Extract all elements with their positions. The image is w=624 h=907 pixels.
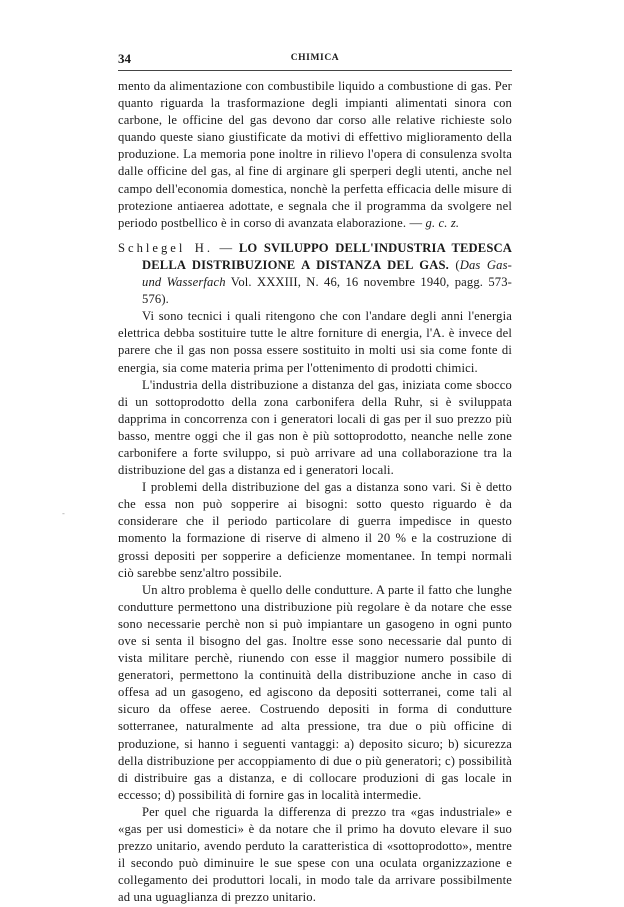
continued-text: mento da alimentazione con combustibile liquido a combustione di gas. Per quanto riguarda la trasformazione degli impianti alimentati sinora con carbone, le officine del gas devono dar corso alle relative richieste solo quando queste siano giustificate da motivi di effettivo miglioramento della produzione. La memoria pone inoltre in rilievo l'opera di consulenza svolta dalle officine del gas, al fine di arginare gli sperperi degli utenti, anche nel campo dell'economia domestica, nonchè la perfetta efficacia delle misure di protezione antiaerea adottate, e segnala che il programma da svolgere nel periodo postbellico è in corso di avanzata elaborazione. —	[118, 79, 512, 230]
paragraph-3: I problemi della distribuzione del gas a distanza sono vari. Si è detto che essa non può sopperire ai bisogni: sotto questo riguardo è da considerare che il periodo particolare di guerra impedisce in questo momento la formazione di riserve di almeno il 20 % e la costruzione di grossi depositi per sopperire a deficienze momentanee. In tempi normali ciò sarebbe senz'altro possibile.	[118, 480, 512, 580]
margin-mark: -	[62, 509, 65, 518]
continued-paragraph	[118, 78, 512, 232]
citation: Vol. XXXIII, N. 46, 16 novembre 1940, pagg. 573-576).	[142, 275, 512, 307]
paragraph-5: Per quel che riguarda la differenza di prezzo tra «gas industriale» e «gas per usi domestici» è da notare che il primo ha dovuto elevare il suo prezzo unitario, avendo perduto la caratteristica di «sottoprodotto», mentre il secondo può diminuire le sue spese con una oculata organizzazione e collegamento dei produttori locali, in modo tale da arrivare possibilmente ad una uguaglianza di prezzo unitario.	[118, 804, 512, 905]
review-author: Schlegel H.	[118, 240, 213, 255]
journal-open: (	[448, 257, 460, 272]
paragraph-4: Un altro problema è quello delle condutture. A parte il fatto che lunghe condutture permettono una distribuzione più regolare è da notare che esse sono necessarie perchè non si può impiantare un gasogeno in ogni punto ove si senta il bisogno del gas. Inoltre esse sono necessarie dal punto di vista militare perchè, riunendo con esse il maggior numero possibile di generatori, permettono la continuità della distribuzione anche in caso di offesa ad un gasogeno, ed agiscono da depositi sotterranei, come tali al sicuro da offese aeree. Costruendo depositi in forma di condutture sotterranee, naturalmente ad alta pressione, tra due o più officine di produzione, si hanno i seguenti vantaggi: a) deposito sicuro; b) sicurezza della distribuzione per accoppiamento di due o più generatori; c) possibilità di distribuire gas a distanza, e di collocare produzioni di gas locale in eccesso; d) possibilità di fornire gas in località intermedie.	[118, 582, 512, 802]
review-dash: —	[213, 240, 239, 255]
body-text	[118, 78, 512, 907]
page-number: 34	[118, 51, 131, 66]
paragraph-2: L'industria della distribuzione a distanza del gas, iniziata come sbocco di un sottoprodotto della zona carbonifera della Ruhr, si è sviluppata dapprima in concorrenza con i generatori locali di gas per il suo prezzo più basso, mentre oggi che il gas non è più sottoprodotto, neanche nelle zone carbonifere a forte sviluppo, si può arrivare ad una collaborazione tra la distribuzione del gas a distanza ed i generatori locali.	[118, 377, 512, 478]
reviewer-initials: g. c. z.	[425, 215, 460, 230]
review-heading	[118, 240, 512, 308]
paragraph-1: Vi sono tecnici i quali ritengono che con l'andare degli anni l'energia elettrica debba sostituire tutte le altre forniture di energia, l'A. è invece del parere che il gas non possa essere sostituito in molti usi sia come fonte di energia, sia come materia prima per l'ottenimento di prodotti chimici.	[118, 309, 512, 375]
journal-name: Das Gas- und Wasserfach	[142, 257, 512, 290]
header-rule	[118, 70, 512, 71]
running-head: CHIMICA	[290, 53, 340, 63]
page-header	[118, 51, 512, 69]
review-title: LO SVILUPPO DELL'INDUSTRIA TEDESCA DELLA DISTRIBUZIONE A DISTANZA DEL GAS.	[142, 240, 512, 272]
